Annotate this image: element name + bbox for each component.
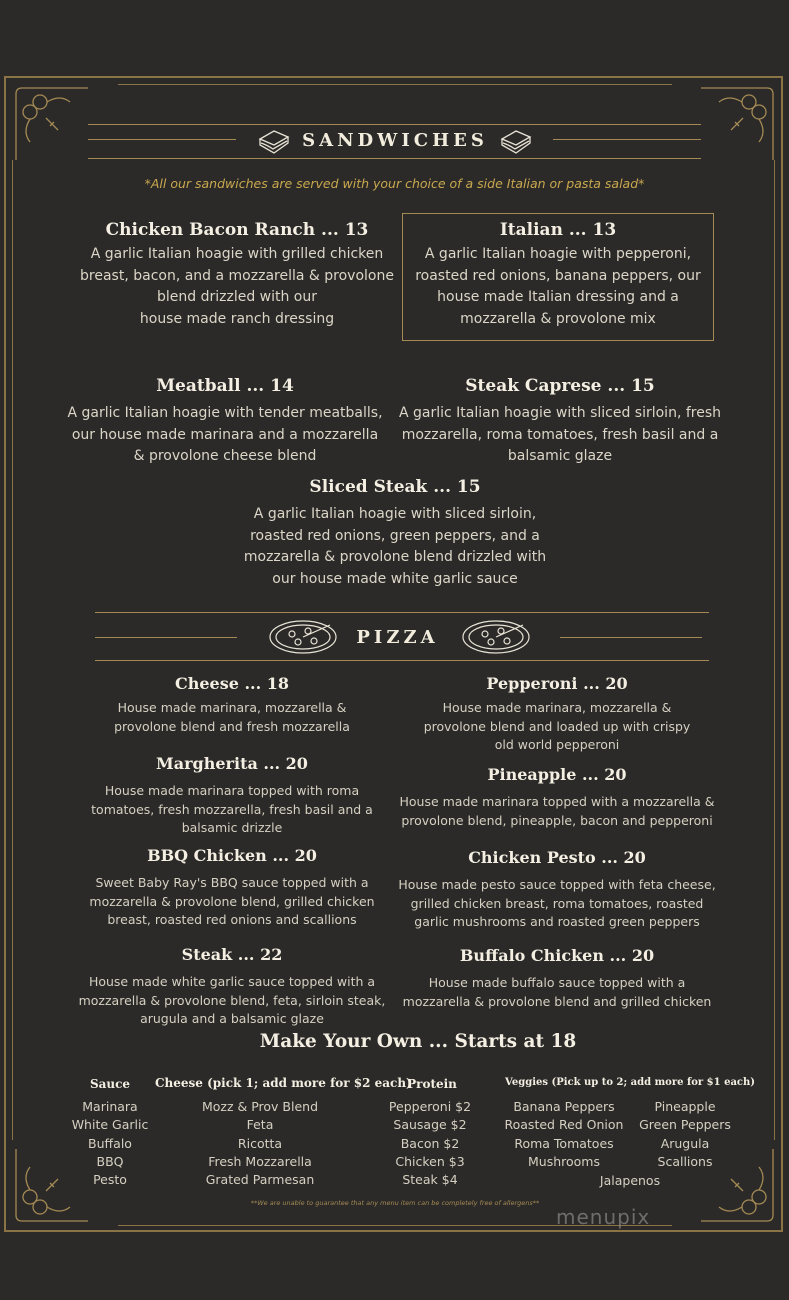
item-title: Margherita ... 20 xyxy=(156,754,308,773)
item-title: Steak ... 22 xyxy=(181,945,283,964)
item-description: House made marinara topped with a mozzarella & provolone blend, pineapple, bacon and pepperoni xyxy=(399,794,715,828)
veggies-options: Pineapple Green Peppers Arugula Scallions xyxy=(639,1099,731,1169)
watermark-logo: menupix xyxy=(556,1205,651,1229)
pizza-icon xyxy=(268,619,338,655)
divider-line xyxy=(553,139,701,140)
item-title: Chicken Pesto ... 20 xyxy=(468,848,646,867)
ornament-corner-icon xyxy=(697,84,777,164)
cheese-heading: Cheese (pick 1; add more for $2 each) xyxy=(155,1076,412,1090)
item-title: Buffalo Chicken ... 20 xyxy=(459,946,655,965)
divider-line xyxy=(560,637,702,638)
border-left-line xyxy=(12,160,13,1140)
protein-heading: Protein xyxy=(407,1077,457,1091)
item-description: House made buffalo sauce topped with a mozzarella & provolone blend and grilled chicken xyxy=(402,975,712,1009)
divider-line xyxy=(88,158,701,159)
ornament-corner-icon xyxy=(12,84,92,164)
protein-options: Pepperoni $2 Sausage $2 Bacon $2 Chicken $3 Steak $4 xyxy=(388,1099,472,1188)
item-description: House made marinara topped with roma tomatoes, fresh mozzarella, fresh basil and a balsamic drizzle xyxy=(91,783,373,835)
cheese-options: Mozz & Prov Blend Feta Ricotta Fresh Mozzarella Grated Parmesan xyxy=(201,1099,319,1188)
sandwich-item xyxy=(72,220,402,330)
sandwich-item xyxy=(402,220,714,330)
divider-line xyxy=(88,139,236,140)
item-title: Sliced Steak ... 15 xyxy=(309,477,481,497)
sandwich-item xyxy=(220,477,570,590)
item-description: A garlic Italian hoagie with sliced sirloin, roasted red onions, green peppers, and a mozzarella & provolone blend drizzled with our house made white garlic sauce xyxy=(243,506,547,587)
pizza-item xyxy=(72,945,392,1029)
sauce-options: Marinara White Garlic Buffalo BBQ Pesto xyxy=(71,1099,149,1188)
item-title: BBQ Chicken ... 20 xyxy=(147,846,317,865)
pizza-item xyxy=(72,674,392,736)
veggies-options: Banana Peppers Roasted Red Onion Roma Tomatoes Mushrooms xyxy=(504,1099,624,1169)
item-description: House made marinara, mozzarella & provolone blend and fresh mozzarella xyxy=(114,700,350,734)
divider-line xyxy=(88,124,701,125)
sandwiches-heading: SANDWICHES xyxy=(302,130,488,151)
border-right-line xyxy=(774,160,775,1140)
pizza-heading: PIZZA xyxy=(356,627,439,648)
sandwich-icon xyxy=(256,125,292,157)
make-your-own-title: Make Your Own ... Starts at 18 xyxy=(259,1031,577,1052)
item-title: Meatball ... 14 xyxy=(156,376,294,396)
pizza-item xyxy=(72,754,392,838)
divider-line xyxy=(95,660,709,661)
sandwich-item xyxy=(395,376,725,468)
pizza-item xyxy=(398,848,716,932)
item-description: House made white garlic sauce topped with a mozzarella & provolone blend, feta, sirloin steak, arugula and a balsamic glaze xyxy=(78,974,386,1026)
item-description: A garlic Italian hoagie with tender meatballs, our house made marinara and a mozzarella & provolone cheese blend xyxy=(67,405,383,464)
item-title: Pepperoni ... 20 xyxy=(486,674,628,693)
item-description: Sweet Baby Ray's BBQ sauce topped with a mozzarella & provolone blend, grilled chicken breast, roasted red onions and scallions xyxy=(89,875,375,927)
pizza-item xyxy=(72,846,392,930)
pizza-icon xyxy=(461,619,531,655)
item-title: Pineapple ... 20 xyxy=(487,765,627,784)
pizza-item xyxy=(398,946,716,1011)
pizza-item xyxy=(398,765,716,830)
veggies-heading: Veggies (Pick up to 2; add more for $1 each) xyxy=(505,1077,756,1088)
veggies-option-jalapenos: Jalapenos xyxy=(599,1173,661,1188)
item-title: Cheese ... 18 xyxy=(174,674,290,693)
divider-line xyxy=(95,637,237,638)
item-description: A garlic Italian hoagie with pepperoni, roasted red onions, banana peppers, our house made Italian dressing and a mozzarella & provolone mix xyxy=(415,246,701,327)
item-description: House made pesto sauce topped with feta cheese, grilled chicken breast, roma tomatoes, roasted garlic mushrooms and roasted green peppers xyxy=(398,877,716,929)
sandwiches-note: *All our sandwiches are served with your choice of a side Italian or pasta salad* xyxy=(144,176,645,191)
item-title: Chicken Bacon Ranch ... 13 xyxy=(105,220,369,240)
sandwich-icon xyxy=(498,125,534,157)
divider-line xyxy=(95,612,709,613)
sandwich-item xyxy=(55,376,395,468)
border-top-line xyxy=(118,84,672,85)
item-description: House made marinara, mozzarella & provolone blend and loaded up with crispy old world pepperoni xyxy=(423,700,691,752)
allergen-note: **We are unable to guarantee that any menu item can be completely free of allergens** xyxy=(250,1199,540,1207)
item-description: A garlic Italian hoagie with grilled chicken breast, bacon, and a mozzarella & provolone blend drizzled with our house made ranch dressing xyxy=(80,246,394,327)
pizza-item xyxy=(398,674,716,755)
item-title: Steak Caprese ... 15 xyxy=(465,376,655,396)
sauce-heading: Sauce xyxy=(89,1077,131,1091)
item-description: A garlic Italian hoagie with sliced sirloin, fresh mozzarella, roma tomatoes, fresh basil and a balsamic glaze xyxy=(399,405,721,464)
item-title: Italian ... 13 xyxy=(499,220,617,240)
